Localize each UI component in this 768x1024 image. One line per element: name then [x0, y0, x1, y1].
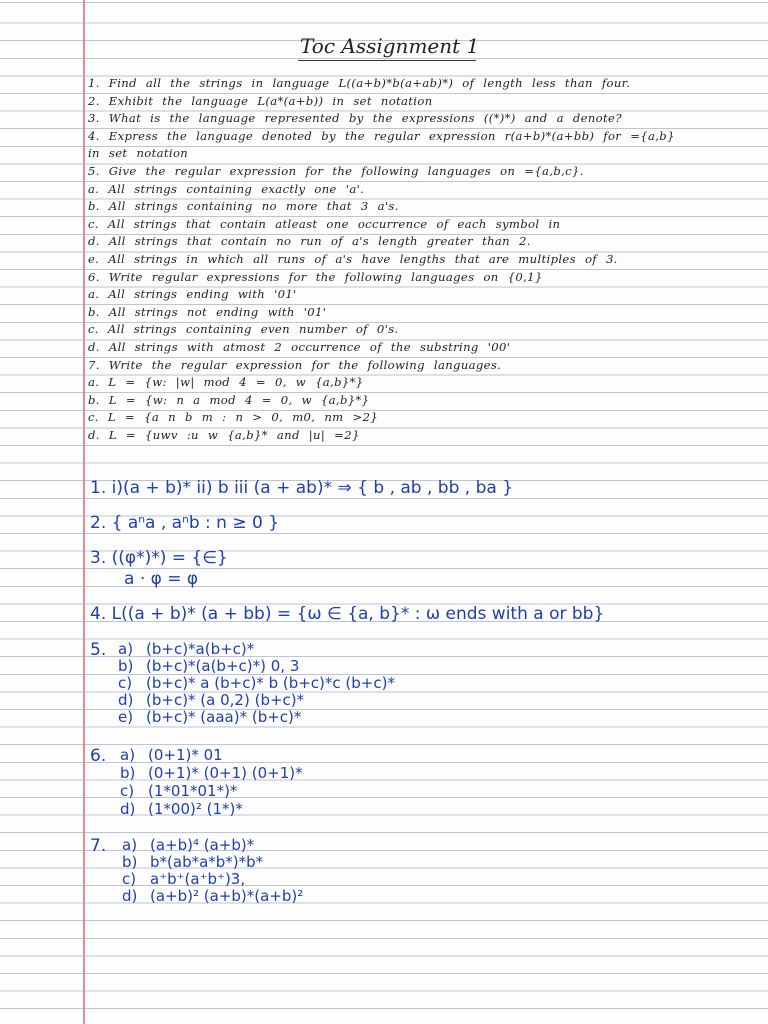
question-6d: d. All strings with atmost 2 occurrence of the substring '00': [88, 340, 511, 354]
answer-tag: a): [118, 640, 134, 658]
answer-tag: b): [122, 853, 138, 871]
answer-expr: (b+c)*(a(b+c)*) 0, 3: [146, 657, 300, 675]
answer-6d: [120, 800, 243, 818]
question-2: 2. Exhibit the language L(a*(a+b)) in set notation: [88, 93, 433, 108]
answer-tag: d): [120, 800, 136, 818]
answer-expr: (1*01*01*)*: [148, 782, 238, 800]
answer-2: 2. { aⁿa , aⁿb : n ≥ 0 }: [90, 513, 280, 533]
answer-expr: a⁺b⁺(a⁺b⁺)3,: [150, 870, 246, 888]
answer-expr: (b+c)* (a 0,2) (b+c)*: [146, 691, 305, 709]
answer-3-line-2: a · φ = φ: [124, 569, 199, 589]
answer-expr: (1*00)² (1*)*: [148, 800, 243, 818]
answer-tag: e): [118, 708, 134, 726]
answer-tag: c): [118, 674, 133, 692]
question-6b: b. All strings not ending with '01': [88, 304, 327, 319]
question-5c: c. All strings that contain atleast one occurrence of each symbol in: [88, 216, 561, 231]
answer-expr: (b+c)* a (b+c)* b (b+c)*c (b+c)*: [146, 674, 395, 692]
answer-5c: [118, 674, 395, 692]
answer-6c: [120, 782, 237, 800]
answer-tag: a): [120, 746, 136, 764]
title-underline: [298, 60, 476, 61]
answer-expr: (a+b)⁴ (a+b)*: [150, 836, 255, 854]
answer-5-label: 5.: [90, 640, 107, 660]
answer-6a: [120, 746, 223, 764]
answer-expr: (b+c)* (aaa)* (b+c)*: [146, 708, 302, 726]
answer-expr: (0+1)* 01: [148, 746, 223, 764]
question-7b: b. L = {w: n a mod 4 = 0, w {a,b}*}: [88, 392, 370, 407]
question-5a: a. All strings containing exactly one 'a'.: [88, 181, 365, 196]
answer-expr: (a+b)² (a+b)*(a+b)²: [150, 887, 304, 905]
answer-6-label: 6.: [90, 746, 107, 766]
answer-7d: [122, 887, 303, 905]
answer-1: 1. i)(a + b)* ii) b iii (a + ab)* ⇒ { b , ab , bb , ba }: [90, 478, 514, 498]
question-3: 3. What is the language represented by the expressions ((*)*) and a denote?: [88, 111, 622, 126]
answer-6b: [120, 764, 303, 782]
answer-expr: (b+c)*a(b+c)*: [146, 640, 255, 658]
question-5d: d. All strings that contain no run of a's length greater than 2.: [88, 234, 531, 249]
question-5e: e. All strings in which all runs of a's have lengths that are multiples of 3.: [88, 252, 618, 266]
answer-5e: [118, 708, 301, 726]
question-7c: c. L = {a n b m : n > 0, m0, nm >2}: [88, 410, 379, 425]
answer-tag: b): [118, 657, 134, 675]
answer-7c: [122, 870, 245, 888]
answer-expr: b*(ab*a*b*)*b*: [150, 853, 264, 871]
answer-tag: d): [122, 887, 138, 905]
answer-7b: [122, 853, 263, 871]
answer-3-line-1: 3. ((φ*)*) = {∈}: [90, 548, 228, 568]
answer-7-label: 7.: [90, 836, 107, 856]
answer-tag: c): [120, 782, 135, 800]
page-title: Toc Assignment 1: [300, 34, 480, 58]
question-6a: a. All strings ending with '01': [88, 287, 297, 302]
answer-tag: d): [118, 691, 134, 709]
answer-expr: (0+1)* (0+1) (0+1)*: [148, 764, 303, 782]
answer-tag: a): [122, 836, 138, 854]
question-4: 4. Express the language denoted by the regular expression r(a+b)*(a+bb) for ={a,b}: [88, 128, 675, 143]
question-5: 5. Give the regular expression for the following languages on ={a,b,c}.: [88, 164, 584, 178]
question-1: 1. Find all the strings in language L((a+b)*b(a+ab)*) of length less than four.: [88, 76, 631, 90]
question-7: 7. Write the regular expression for the following languages.: [88, 357, 502, 372]
margin-line: [83, 0, 85, 1024]
question-7d: d. L = {uwv :u w {a,b}* and |u| =2}: [88, 428, 360, 442]
question-7a: a. L = {w: |w| mod 4 = 0, w {a,b}*}: [88, 375, 364, 390]
question-5b: b. All strings containing no more that 3 a's.: [88, 199, 399, 214]
answer-7a: [122, 836, 254, 854]
answer-4: 4. L((a + b)* (a + bb) = {ω ∈ {a, b}* : ω ends with a or bb}: [90, 604, 605, 624]
question-6: 6. Write regular expressions for the following languages on {0,1}: [88, 269, 543, 284]
answer-5d: [118, 691, 304, 709]
answer-tag: c): [122, 870, 137, 888]
question-4-cont: in set notation: [88, 146, 189, 161]
answer-5a: [118, 640, 254, 658]
answer-tag: b): [120, 764, 136, 782]
question-6c: c. All strings containing even number of 0's.: [88, 322, 399, 337]
answer-5b: [118, 657, 299, 675]
